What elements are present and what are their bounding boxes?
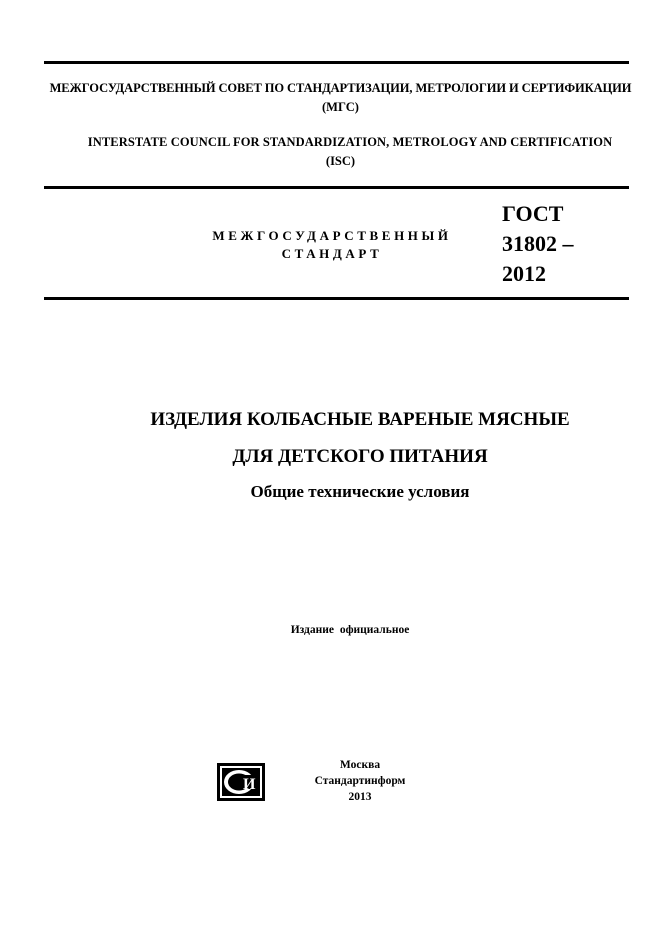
document-title-line2: ДЛЯ ДЕТСКОГО ПИТАНИЯ (232, 446, 488, 467)
gost-number: 31802 – (502, 231, 574, 256)
council-abbr-ru: (МГС) (322, 100, 359, 114)
publication-year: 2013 (348, 791, 372, 803)
council-abbr-en: (ISC) (325, 154, 356, 168)
top-rule (44, 61, 629, 64)
document-subtitle: Общие технические условия (250, 482, 470, 501)
standartinform-logo-icon (217, 763, 265, 801)
edition-note: Издание официальное (290, 624, 410, 636)
bottom-rule (44, 297, 629, 300)
gost-label: ГОСТ (502, 201, 564, 226)
svg-text:И: И (243, 776, 256, 793)
document-title-line1: ИЗДЕЛИЯ КОЛБАСНЫЕ ВАРЕНЫЕ МЯСНЫЕ (150, 409, 570, 430)
publisher-name: Стандартинформ (314, 775, 406, 787)
gost-year: 2012 (502, 261, 546, 286)
standard-type-line1: МЕЖГОСУДАРСТВЕННЫЙ (212, 228, 452, 243)
council-name-en: INTERSTATE COUNCIL FOR STANDARDIZATION, METROLOGY AND CERTIFICATION (87, 135, 613, 149)
publisher-city: Москва (339, 759, 381, 771)
council-name-ru: МЕЖГОСУДАРСТВЕННЫЙ СОВЕТ ПО СТАНДАРТИЗАЦИИ, МЕТРОЛОГИИ И СЕРТИФИКАЦИИ (49, 81, 632, 95)
gost-designation (502, 199, 632, 289)
middle-rule (44, 186, 629, 189)
standard-type-line2: СТАНДАРТ (281, 246, 383, 261)
